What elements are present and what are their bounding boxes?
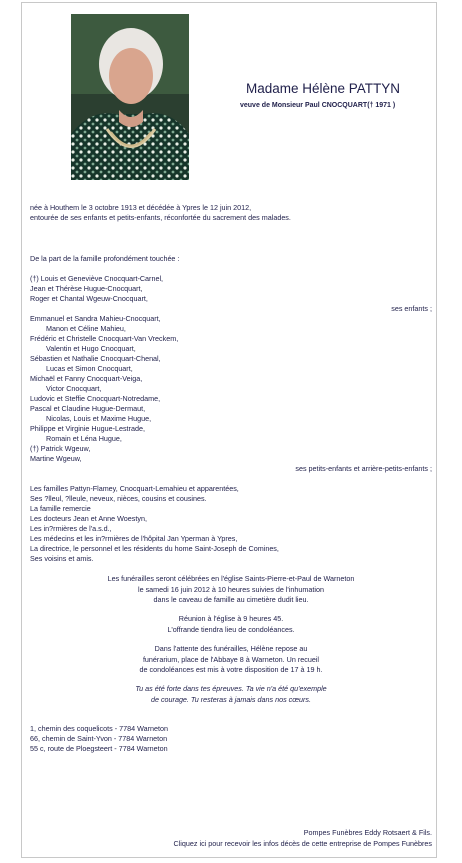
funeral-line: le samedi 16 juin 2012 à 10 heures suivies de l'inhumation: [138, 584, 324, 594]
grandchild-line: Michaël et Fanny Cnocquart-Veiga,: [30, 374, 143, 383]
child-line: Jean et Thérèse Hugue-Cnocquart,: [30, 284, 143, 293]
grandchild-line: Victor Cnocquart,: [46, 384, 102, 393]
acknowledgement-line: Les familles Pattyn-Flamey, Cnocquart-Lemahieu et apparentées,: [30, 484, 239, 493]
address-line: 1, chemin des coquelicots - 7784 Warneton: [30, 724, 168, 733]
portrait-photo: [71, 14, 189, 180]
grandchild-line: (†) Patrick Wgeuw,: [30, 444, 91, 453]
grandchild-line: Valentin et Hugo Cnocquart,: [46, 344, 136, 353]
viewing-line: de condoléances est mis à votre disposition de 17 à 19 h.: [139, 665, 323, 674]
grandchild-line: Manon et Céline Mahieu,: [46, 324, 126, 333]
funeral-line: Les funérailles seront célébrées en l'église Saints-Pierre-et-Paul de Warneton: [107, 574, 355, 583]
grandchild-line: Pascal et Claudine Hugue-Dermaut,: [30, 404, 146, 413]
grandchild-line: Romain et Léna Hugue,: [46, 434, 122, 443]
grandchildren-label: ses petits-enfants et arrière-petits-enfants ;: [295, 464, 432, 473]
grandchild-line: Frédéric et Christelle Cnocquart-Van Vreckem,: [30, 334, 179, 343]
acknowledgement-line: Les docteurs Jean et Anne Woestyn,: [30, 514, 147, 523]
funeral-home-link[interactable]: Cliquez ici pour recevoir les infos décès de cette entreprise de Pompes Funèbres: [173, 839, 432, 848]
grandchild-line: Sébastien et Nathalie Cnocquart-Chenal,: [30, 354, 161, 363]
grandchild-line: Philippe et Virginie Hugue-Lestrade,: [30, 424, 145, 433]
funeral-line: dans le caveau de famille au cimetière dudit lieu.: [153, 595, 309, 604]
meeting-line: Réunion à l'église à 9 heures 45.: [178, 614, 284, 623]
child-line: Roger et Chantal Wgeuw-Cnocquart,: [30, 294, 148, 303]
funeral-home-name: Pompes Funèbres Eddy Rotsaert & Fils.: [303, 828, 432, 837]
viewing-line: funérarium, place de l'Abbaye 8 à Warneton. Un recueil: [142, 654, 320, 664]
deceased-name: Madame Hélène PATTYN: [246, 81, 401, 96]
acknowledgement-line: La famille remercie: [30, 504, 91, 513]
grandchild-line: Lucas et Simon Cnocquart,: [46, 364, 133, 373]
children-label: ses enfants ;: [391, 304, 432, 313]
acknowledgement-line: Ses voisins et amis.: [30, 554, 94, 563]
intro-line: née à Houthem le 3 octobre 1913 et décédée à Ypres le 12 juin 2012,: [30, 203, 252, 212]
acknowledgement-line: La directrice, le personnel et les résidents du home Saint-Joseph de Comines,: [30, 544, 279, 553]
grandchild-line: Nicolas, Louis et Maxime Hugue,: [46, 414, 152, 423]
meeting-line: L'offrande tiendra lieu de condoléances.: [167, 624, 295, 634]
family-heading: De la part de la famille profondément touchée :: [30, 254, 180, 263]
acknowledgement-line: Les médecins et les in?rmières de l'hôpital Jan Yperman à Ypres,: [30, 534, 238, 543]
acknowledgement-line: Les in?rmières de l'a.s.d.,: [30, 524, 112, 533]
quote-line: de courage. Tu resteras à jamais dans nos cœurs.: [150, 694, 312, 704]
quote-line: Tu as été forte dans tes épreuves. Ta vie n'a été qu'exemple: [135, 684, 327, 693]
acknowledgement-line: Ses ?lleul, ?lleule, neveux, nièces, cousins et cousines.: [30, 494, 207, 503]
child-line: (†) Louis et Geneviève Cnocquart-Carnel,: [30, 274, 164, 283]
grandchild-line: Emmanuel et Sandra Mahieu-Cnocquart,: [30, 314, 161, 323]
address-line: 66, chemin de Saint-Yvon - 7784 Warneton: [30, 734, 168, 743]
grandchild-line: Ludovic et Steffie Cnocquart-Notredame,: [30, 394, 161, 403]
intro-line: entourée de ses enfants et petits-enfants, réconfortée du sacrement des malades.: [30, 213, 291, 222]
portrait-image: [71, 14, 189, 180]
address-line: 55 c, route de Ploegsteert - 7784 Warneton: [30, 744, 168, 753]
widow-line: veuve de Monsieur Paul CNOCQUART(† 1971 ): [240, 102, 396, 109]
viewing-line: Dans l'attente des funérailles, Hélène repose au: [154, 644, 308, 653]
grandchild-line: Martine Wgeuw,: [30, 454, 82, 463]
